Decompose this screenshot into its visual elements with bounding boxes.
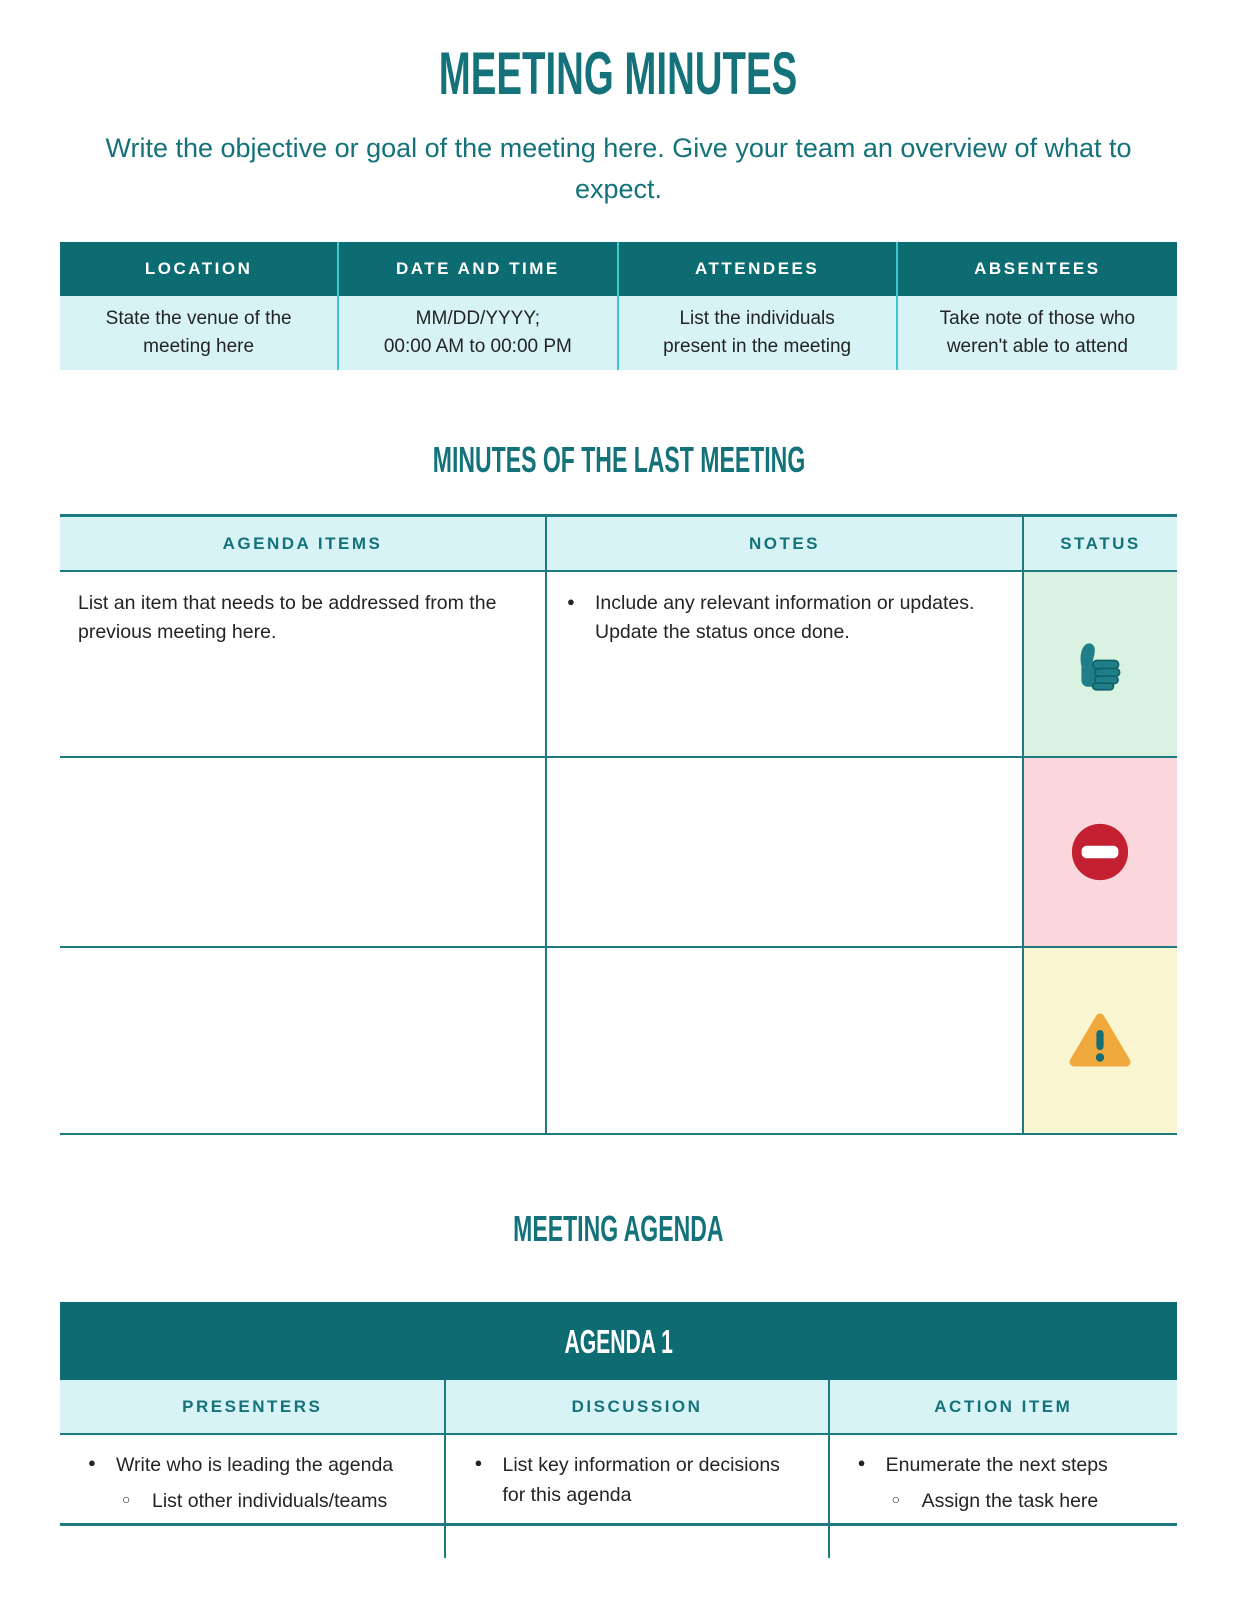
presenters-bullet: ● Write who is leading the agenda	[86, 1450, 424, 1480]
last-meeting-header-row	[60, 517, 1177, 572]
discussion-bullet: ● List key information or decisions for this agenda	[472, 1450, 807, 1510]
notes-cell	[547, 948, 1024, 1133]
lm-header-agenda-items: AGENDA ITEMS	[60, 517, 547, 570]
discussion-cell	[446, 1435, 829, 1523]
status-cell-blocked	[1024, 758, 1177, 946]
table-row	[60, 572, 1177, 758]
section-title-meeting-agenda: MEETING AGENDA	[513, 1208, 724, 1249]
info-header-datetime: DATE AND TIME	[339, 242, 618, 296]
info-header-absentees: ABSENTEES	[974, 259, 1101, 278]
info-header-location: LOCATION	[60, 242, 339, 296]
notes-cell	[547, 572, 1024, 756]
agenda-header-action-item: ACTION ITEM	[934, 1396, 1073, 1416]
thumbs-up-icon	[1067, 631, 1133, 697]
agenda-next-row-partial	[60, 1526, 1177, 1558]
table-row	[60, 948, 1177, 1135]
agenda-item-cell	[60, 948, 547, 1133]
status-cell-approved	[1024, 572, 1177, 756]
agenda-header-presenters: PRESENTERS	[60, 1380, 446, 1433]
info-value-absentees: Take note of those who weren't able to attend	[939, 308, 1136, 357]
info-value-location: State the venue of the meeting here	[60, 296, 339, 370]
note-bullet: ● Include any relevant information or updates. Update the status once done.	[565, 589, 1004, 648]
action-item-bullet: ● Enumerate the next steps	[856, 1450, 1157, 1480]
page-subtitle: Write the objective or goal of the meeting here. Give your team an overview of what to expect.	[105, 133, 1132, 204]
agenda-banner: AGENDA 1	[60, 1302, 1177, 1380]
presenters-sub-bullet: ○ List other individuals/teams	[86, 1486, 424, 1516]
info-table-header-row	[60, 242, 1177, 296]
notes-cell	[547, 758, 1024, 946]
page-title	[60, 40, 1177, 107]
table-row	[60, 1435, 1177, 1526]
no-entry-icon	[1069, 821, 1131, 883]
meeting-info-table	[60, 242, 1177, 370]
lm-header-status: STATUS	[1060, 533, 1141, 553]
info-table-value-row	[60, 296, 1177, 370]
warning-icon	[1066, 1009, 1134, 1073]
last-meeting-table	[60, 514, 1177, 1135]
agenda-header-discussion: DISCUSSION	[446, 1380, 829, 1433]
page-title-text: MEETING MINUTES	[439, 40, 798, 107]
agenda-item-cell: List an item that needs to be addressed from the previous meeting here.	[60, 572, 547, 756]
action-item-sub-bullet: ○ Assign the task here	[856, 1486, 1157, 1516]
agenda-item-cell	[60, 758, 547, 946]
info-header-attendees: ATTENDEES	[619, 242, 898, 296]
agenda-header-row	[60, 1380, 1177, 1435]
presenters-cell	[60, 1435, 446, 1523]
status-cell-warning	[1024, 948, 1177, 1133]
lm-header-notes: NOTES	[547, 517, 1024, 570]
table-row	[60, 758, 1177, 948]
info-value-datetime: MM/DD/YYYY; 00:00 AM to 00:00 PM	[339, 296, 618, 370]
action-item-cell	[830, 1435, 1177, 1523]
agenda-table	[60, 1302, 1177, 1558]
info-value-attendees: List the individuals present in the meeting	[619, 296, 898, 370]
section-title-last-meeting: MINUTES OF THE LAST MEETING	[432, 439, 805, 480]
